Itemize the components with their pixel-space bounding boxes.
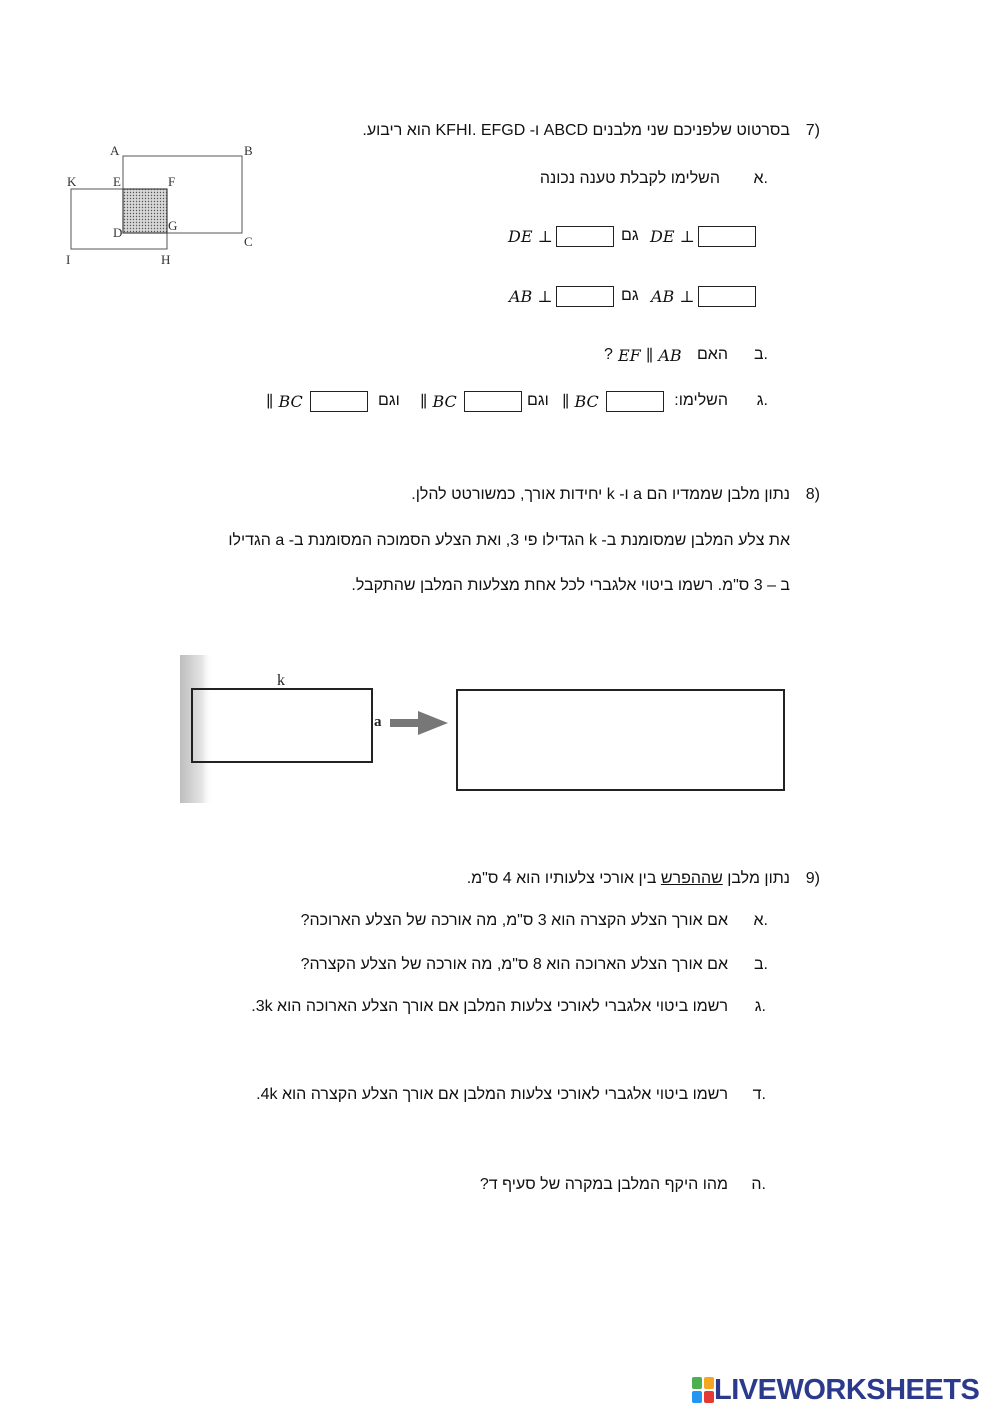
q7c-vegam-1: וגם bbox=[527, 392, 549, 409]
q7a-row2-right-expr: AB ⊥ bbox=[651, 287, 695, 306]
liveworksheets-blocks-icon bbox=[692, 1377, 714, 1403]
q7-stem: בסרטוט שלפניכם שני מלבנים ABCD ו- KFHI. EFGD הוא ריבוע. bbox=[362, 122, 790, 139]
label-k: K bbox=[67, 174, 77, 189]
figure-label-k: k bbox=[277, 672, 285, 689]
square-efgd bbox=[123, 189, 167, 233]
q7c-vegam-2: וגם bbox=[378, 392, 400, 409]
q7a-row1-left-expr: DE ⊥ bbox=[508, 227, 553, 246]
q9d-text: רשמו ביטוי אלגברי לאורכי צלעות המלבן אם אורך הצלע הקצרה הוא 4k. bbox=[256, 1086, 728, 1103]
q9-stem bbox=[467, 870, 790, 888]
q9b-text: אם אורך הצלע הארוכה הוא 8 ס"מ, מה אורכה של הצלע הקצרה? bbox=[300, 956, 728, 973]
q7a-row2-gam: גם bbox=[621, 287, 639, 304]
q7a-row1-answer-left[interactable] bbox=[556, 226, 614, 247]
q7b-expr: EF ∥ AB bbox=[618, 346, 682, 365]
liveworksheets-brand: LIVEWORKSHEETS bbox=[714, 1373, 980, 1406]
label-e: E bbox=[113, 174, 121, 189]
q9-stem-after: בין אורכי צלעותיו הוא 4 ס"מ. bbox=[466, 870, 661, 887]
q9c-letter: ג. bbox=[754, 998, 766, 1015]
q8-line3: ב – 3 ס"מ. רשמו ביטוי אלגברי לכל אחת מצלעות המלבן שהתקבל. bbox=[351, 577, 790, 594]
q7c-expr-2: ∥ BC bbox=[420, 392, 457, 411]
q9-stem-underlined: שההפרש bbox=[660, 870, 723, 887]
q9c-text: רשמו ביטוי אלגברי לאורכי צלעות המלבן אם אורך הצלע הארוכה הוא 3k. bbox=[251, 998, 728, 1015]
scan-shadow bbox=[180, 655, 212, 803]
label-f: F bbox=[168, 174, 176, 189]
q9e-letter: ה. bbox=[751, 1176, 766, 1193]
q9a-text: אם אורך הצלע הקצרה הוא 3 ס"מ, מה אורכה של הצלע הארוכה? bbox=[300, 912, 728, 929]
q7c-expr-3: ∥ BC bbox=[266, 392, 303, 411]
label-i: I bbox=[66, 252, 71, 267]
liveworksheets-logo[interactable] bbox=[692, 1372, 979, 1408]
label-g: G bbox=[168, 218, 178, 233]
q7c-text: השלימו: bbox=[674, 392, 728, 409]
q7-number: 7) bbox=[805, 122, 820, 139]
resulting-rectangle bbox=[457, 690, 784, 790]
q7c-expr-1: ∥ BC bbox=[562, 392, 599, 411]
q9b-letter: ב. bbox=[753, 956, 768, 973]
original-rectangle bbox=[192, 689, 372, 762]
q9-stem-before: נתון מלבן bbox=[722, 870, 790, 887]
q8-figure bbox=[180, 655, 790, 805]
q7b-letter: ב. bbox=[753, 346, 768, 363]
q7a-row1-answer-right[interactable] bbox=[698, 226, 756, 247]
q7c-answer-2[interactable] bbox=[464, 391, 522, 412]
label-a: A bbox=[110, 143, 120, 158]
label-c: C bbox=[244, 234, 253, 249]
q7c-answer-3[interactable] bbox=[310, 391, 368, 412]
label-b: B bbox=[244, 143, 253, 158]
q9a-letter: א. bbox=[753, 912, 768, 929]
q9-number: 9) bbox=[805, 870, 820, 887]
q7c-answer-1[interactable] bbox=[606, 391, 664, 412]
label-h: H bbox=[161, 252, 171, 267]
label-d: D bbox=[113, 225, 123, 240]
rectangles-diagram bbox=[60, 140, 265, 270]
q9e-text: מהו היקף המלבן במקרה של סעיף ד? bbox=[479, 1176, 728, 1193]
q7a-row2-left-expr: AB ⊥ bbox=[509, 287, 553, 306]
arrow-icon bbox=[390, 711, 448, 735]
q7a-row1-gam: גם bbox=[621, 227, 639, 244]
figure-label-a: a bbox=[374, 714, 382, 730]
q7a-row2-answer-left[interactable] bbox=[556, 286, 614, 307]
q7a-row2-answer-right[interactable] bbox=[698, 286, 756, 307]
q7a-row1-right-expr: DE ⊥ bbox=[650, 227, 695, 246]
q7c-letter: ג. bbox=[756, 392, 768, 409]
q9d-letter: ד. bbox=[752, 1086, 766, 1103]
q8-line2: את צלע המלבן שמסומנת ב- k הגדילו פי 3, ואת הצלע הסמוכה המסומנת ב- a הגדילו bbox=[228, 532, 790, 549]
q7b-qmark: ? bbox=[604, 346, 613, 363]
q8-number: 8) bbox=[805, 486, 820, 503]
q7a-letter: א. bbox=[753, 170, 768, 187]
q7b-text: האם bbox=[696, 346, 728, 363]
q8-line1: נתון מלבן שממדיו הם a ו- k יחידות אורך, כמשורטט להלן. bbox=[411, 486, 790, 503]
q7a-text: השלימו לקבלת טענה נכונה bbox=[539, 170, 720, 187]
